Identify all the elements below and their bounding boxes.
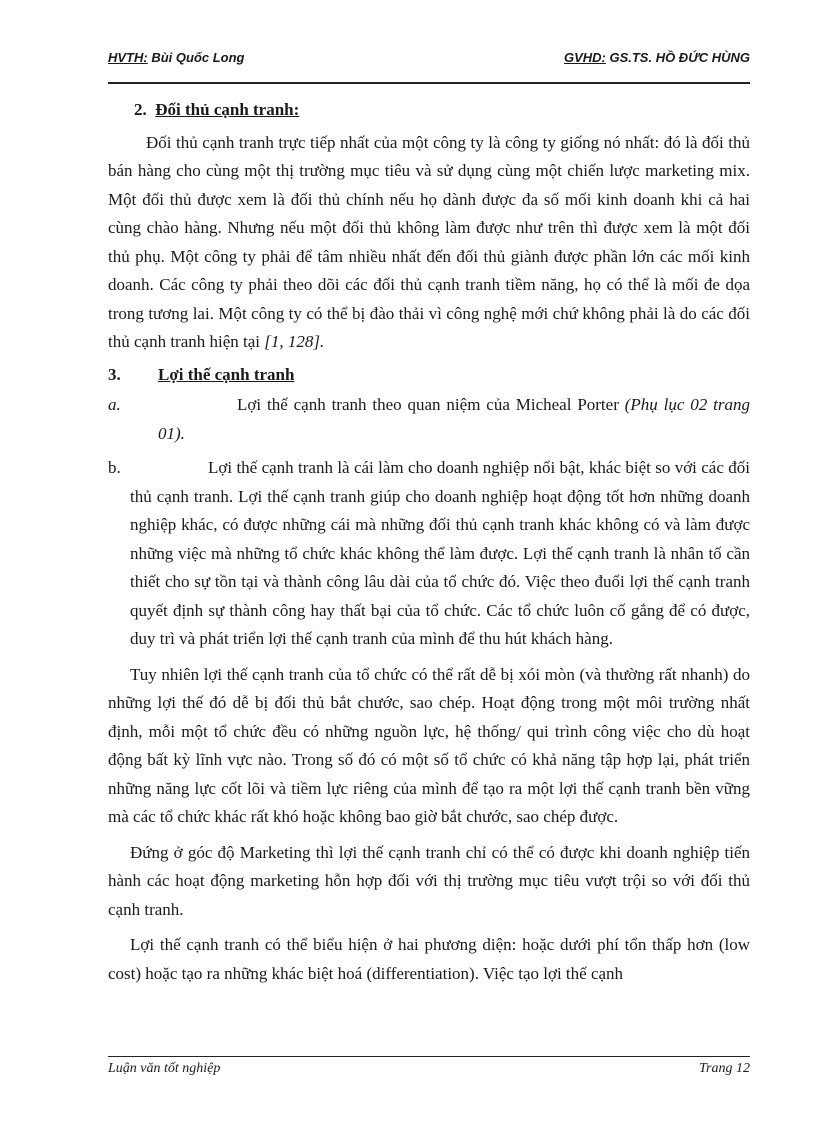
list-item-a-text: Lợi thế cạnh tranh theo quan niệm của Micheal Porter [237,395,619,414]
student-label: HVTH: [108,50,148,65]
list-item-b-text: Lợi thế cạnh tranh là cái làm cho doanh nghiệp nổi bật, khác biệt so với các đối thủ cạnh tranh. Lợi thế cạnh tranh giúp cho doanh nghiệp hoạt động tốt hơn những doanh nghiệp khác, có được những cái mà những đối thủ cạnh tranh khác không có và làm được những việc mà những tổ chức khác không thể làm được. Lợi thế cạnh tranh là nhân tố cần thiết cho sự tồn tại và thành công lâu dài của tổ chức đó. Việc theo đuổi lợi thế cạnh tranh quyết định sự thành công hay thất bại của tổ chức. Các tổ chức luôn cố gắng để có được, duy trì và phát triển lợi thế cạnh tranh của mình để thu hút khách hàng. [130,458,750,648]
section-2-paragraph [108,129,750,357]
section-2-citation: [1, 128]. [264,332,325,351]
list-item-a [108,391,750,448]
footer-divider [108,1056,750,1057]
section-2-heading [108,96,750,125]
page-header [108,50,750,70]
section-2-number: 2. [134,100,147,119]
section-2-body: Đối thủ cạnh tranh trực tiếp nhất của một công ty là công ty giống nó nhất: đó là đối thủ bán hàng cho cùng một thị trường mục tiêu và sử dụng cùng một chiến lược marketing mix. Một đối thủ được xem là đối thủ chính nếu họ dành được đa số mối kinh doanh khi cả hai cùng chào hàng. Nhưng nếu một đối thủ không làm được như trên thì được xem là một đối thủ phụ. Một công ty phải để tâm nhiều nhất đến đối thủ giành được phần lớn các mối kinh doanh. Các công ty phải theo dõi các đối thủ cạnh tranh tiềm năng, họ có thể là mối đe dọa trong tương lai. Một công ty có thể bị đào thải vì công nghệ mới chứ không phải là do các đối thủ cạnh tranh hiện tại [108,132,750,351]
section-3-title: Lợi thế cạnh tranh [158,364,295,384]
section-3-heading [108,361,750,390]
student-info [108,50,245,65]
paragraph-marketing: Đứng ở góc độ Marketing thì lợi thế cạnh tranh chỉ có thể có được khi doanh nghiệp tiến hành các hoạt động marketing hỗn hợp đối với thị trường mục tiêu vượt trội so với đối thủ cạnh tranh. [108,842,750,919]
section-3-number: 3. [108,364,121,384]
paragraph-cost-differentiation: Lợi thế cạnh tranh có thể biểu hiện ở hai phương diện: hoặc dưới phí tổn thấp hơn (low cost) hoặc tạo ra những khác biệt hoá (differentiation). Việc tạo lợi thế cạnh [108,935,750,983]
footer-thesis-label: Luận văn tốt nghiệp [108,1061,221,1076]
paragraph-erosion: Tuy nhiên lợi thế cạnh tranh của tổ chức có thể rất dễ bị xói mòn (và thường rất nhanh) do những lợi thế đó dễ bị đối thủ bắt chước, sao chép. Hoạt động trong một môi trường nhất định, mỗi một tổ chức đều có những nguồn lực, hệ thống/ qui trình công việc cho dù hoạt động bất kỳ lĩnh vực nào. Trong số đó có một số tổ chức có khả năng tập hợp lại, phát triển những năng lực cốt lõi và tiềm lực riêng của mình để tạo ra một lợi thế cạnh tranh bền vững mà các tổ chức khác rất khó hoặc không bao giờ bắt chước, sao chép được. [108,664,750,826]
header-divider [108,82,750,84]
page-body [108,96,750,988]
list-item-b-marker: b. [108,458,121,477]
list-item-b [108,454,750,654]
advisor-info [564,50,750,65]
student-name: Bùi Quốc Long [151,50,245,65]
list-item-a-ref: (Phụ lục 02 trang 01). [158,395,750,443]
advisor-label: GVHD: [563,50,606,65]
section-2-title: Đối thủ cạnh tranh: [155,100,300,119]
list-item-a-content [158,391,750,448]
page-number: Trang 12 [699,1061,750,1076]
advisor-name: GS.TS. HỒ ĐỨC HÙNG [609,50,750,65]
list-item-a-marker: a. [108,395,121,414]
